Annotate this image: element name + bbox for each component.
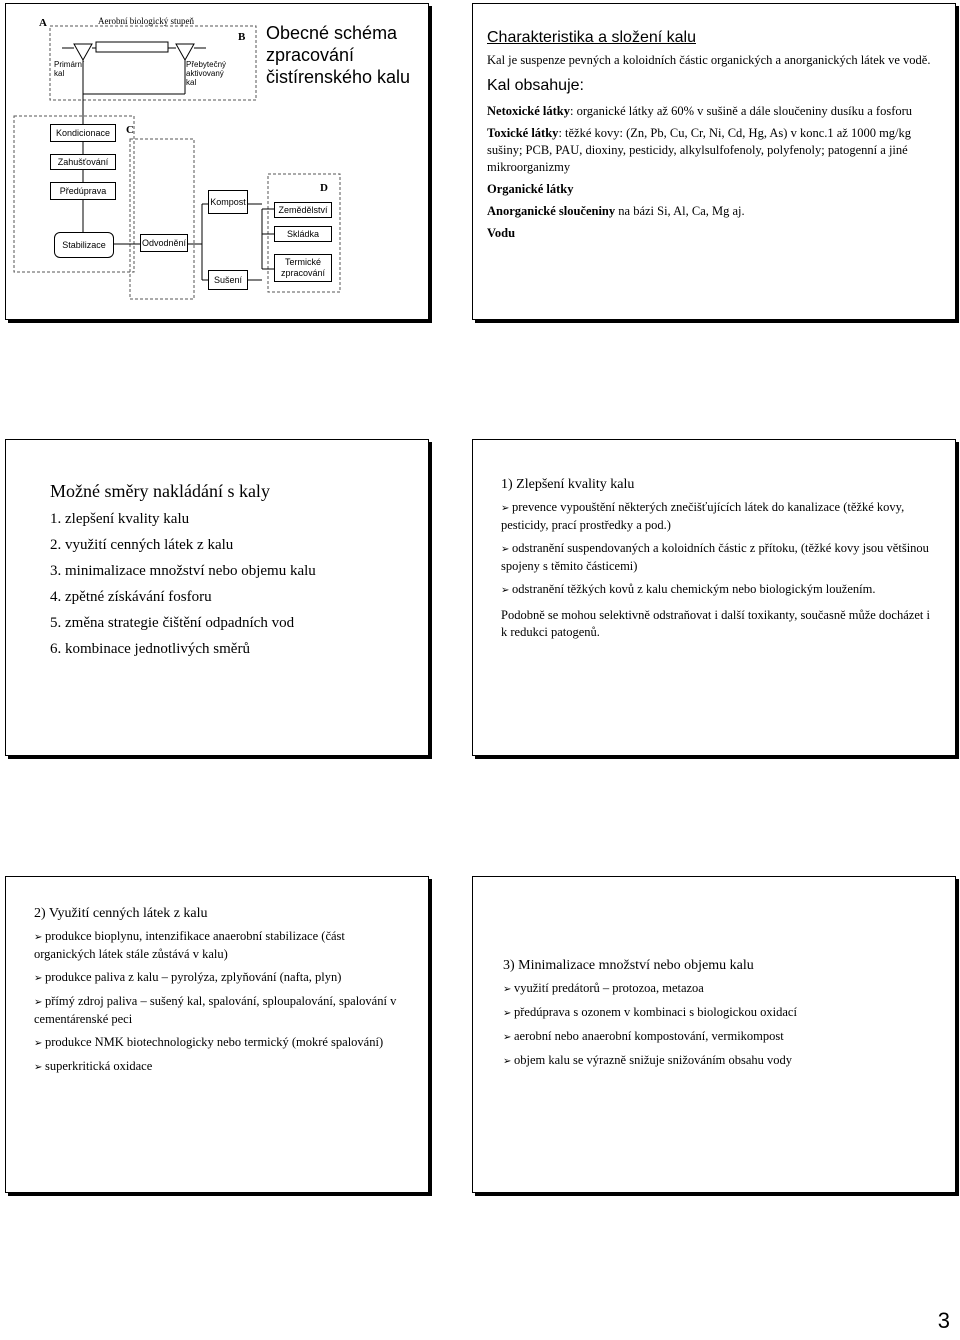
box-landfill: Skládka — [274, 226, 332, 242]
content-item: Netoxické látky: organické látky až 60% v sušině a dále sloučeniny dusíku a fosforu — [487, 104, 913, 118]
aerobic-stage-label: Aerobní biologický stupeň — [98, 16, 194, 26]
arrow-bullet-icon: ➢ — [34, 932, 43, 943]
contents-list — [487, 103, 943, 242]
arrow-bullet-icon: ➢ — [34, 1062, 43, 1073]
label-b: B — [238, 31, 246, 43]
valuables-bullet: ➢ produkce paliva z kalu – pyrolýza, zplyňování (nafta, plyn) — [34, 969, 408, 987]
box-pretreatment: Předúprava — [50, 182, 116, 200]
excess-sludge-label: Přebytečný aktivovaný kal — [186, 60, 227, 87]
valuables-bullet: ➢ produkce NMK biotechnologicky nebo termický (mokré spalování) — [34, 1034, 408, 1052]
slide-quality — [472, 439, 956, 756]
arrow-bullet-icon: ➢ — [501, 585, 510, 596]
valuables-heading: 2) Využití cenných látek z kalu — [34, 906, 208, 921]
directions-heading: Možné směry nakládání s kaly — [50, 481, 270, 501]
scheme-title: Obecné schéma zpracování čistírenského kalu — [266, 23, 411, 87]
arrow-bullet-icon: ➢ — [503, 984, 512, 995]
valuables-bullet: ➢ přímý zdroj paliva – sušený kal, spalování, sploupalování, spalování v cementárenské peci — [34, 994, 397, 1026]
box-thickening: Zahušťování — [50, 154, 116, 170]
direction-item: 4. zpětné získávání fosforu — [50, 589, 212, 605]
content-item: Anorganické sloučeniny na bázi Si, Al, Ca, Mg aj. — [487, 204, 745, 218]
box-drying: Sušení — [208, 270, 248, 290]
box-stabilization: Stabilizace — [54, 232, 114, 258]
box-conditioning: Kondicionace — [50, 124, 116, 142]
quality-bullet: ➢ prevence vypouštění některých znečišťujících látek do kanalizace (těžké kovy, pesticidy, prací prostředky a pod.) — [501, 500, 905, 532]
quality-heading: 1) Zlepšení kvality kalu — [501, 477, 635, 492]
arrow-bullet-icon: ➢ — [501, 503, 510, 514]
valuables-bullet: ➢ produkce bioplynu, intenzifikace anaerobní stabilizace (část organických látek stále zůstává v kalu) — [34, 929, 345, 961]
quality-bullet: ➢ odstranění suspendovaných a koloidních částic z přítoku, (těžké kovy jsou většinou spojeny s těmito částicemi) — [501, 541, 929, 573]
arrow-bullet-icon: ➢ — [503, 1032, 512, 1043]
primary-sludge-label: Primární kal — [54, 60, 85, 78]
minimization-bullet: ➢ předúprava s ozonem v kombinaci s biologickou oxidací — [503, 1004, 939, 1022]
direction-item: 2. využití cenných látek z kalu — [50, 537, 234, 553]
label-a: A — [39, 17, 47, 29]
label-c: C — [126, 124, 134, 136]
slide-valuables — [5, 876, 429, 1193]
arrow-bullet-icon: ➢ — [34, 1038, 43, 1049]
arrow-bullet-icon: ➢ — [501, 544, 510, 555]
slide-directions — [5, 439, 429, 756]
box-agriculture: Zemědělství — [274, 202, 332, 218]
quality-note: Podobně se mohou selektivně odstraňovat i další toxikanty, současně může docházet i k redukci patogenů. — [501, 608, 930, 639]
minimization-bullet: ➢ objem kalu se výrazně snižuje snižováním obsahu vody — [503, 1052, 939, 1070]
direction-item: 6. kombinace jednotlivých směrů — [50, 641, 250, 657]
content-item: Toxické látky: těžké kovy: (Zn, Pb, Cu, Cr, Ni, Cd, Hg, As) v konc.1 až 1000 mg/kg sušiny; PCB, PAU, dioxiny, pesticidy, alkylsulfofenoly, polyfenoly; patogenní a jiné mikroorganizmy — [487, 126, 912, 174]
box-dewatering: Odvodnění — [140, 234, 188, 252]
direction-item: 1. zlepšení kvality kalu — [50, 511, 190, 527]
slide-minimization — [472, 876, 956, 1193]
slide-sludge-scheme — [5, 3, 429, 320]
direction-item: 5. změna strategie čištění odpadních vod — [50, 615, 295, 631]
slide-characteristics — [472, 3, 956, 320]
characteristics-heading: Charakteristika a složení kalu — [487, 29, 696, 46]
arrow-bullet-icon: ➢ — [503, 1056, 512, 1067]
minimization-heading: 3) Minimalizace množství nebo objemu kalu — [503, 958, 754, 973]
minimization-bullet: ➢ využití predátorů – protozoa, metazoa — [503, 980, 939, 998]
contains-heading: Kal obsahuje: — [487, 77, 584, 94]
valuables-bullet: ➢ superkritická oxidace — [34, 1058, 408, 1076]
intro-text: Kal je suspenze pevných a koloidních částic organických a anorganických látek ve vodě. — [487, 53, 931, 67]
quality-bullet: ➢ odstranění těžkých kovů z kalu chemickým nebo biologickým loužením. — [501, 581, 939, 599]
page-number: 3 — [937, 1308, 950, 1333]
box-compost: Kompost — [208, 190, 248, 214]
arrow-bullet-icon: ➢ — [34, 973, 43, 984]
arrow-bullet-icon: ➢ — [503, 1008, 512, 1019]
label-d: D — [320, 182, 328, 194]
minimization-bullet: ➢ aerobní nebo anaerobní kompostování, vermikompost — [503, 1028, 939, 1046]
arrow-bullet-icon: ➢ — [34, 997, 43, 1008]
content-item: Organické látky — [487, 182, 574, 196]
box-thermal: Termické zpracování — [274, 254, 332, 282]
content-item: Vodu — [487, 226, 516, 240]
direction-item: 3. minimalizace množství nebo objemu kalu — [50, 563, 316, 579]
